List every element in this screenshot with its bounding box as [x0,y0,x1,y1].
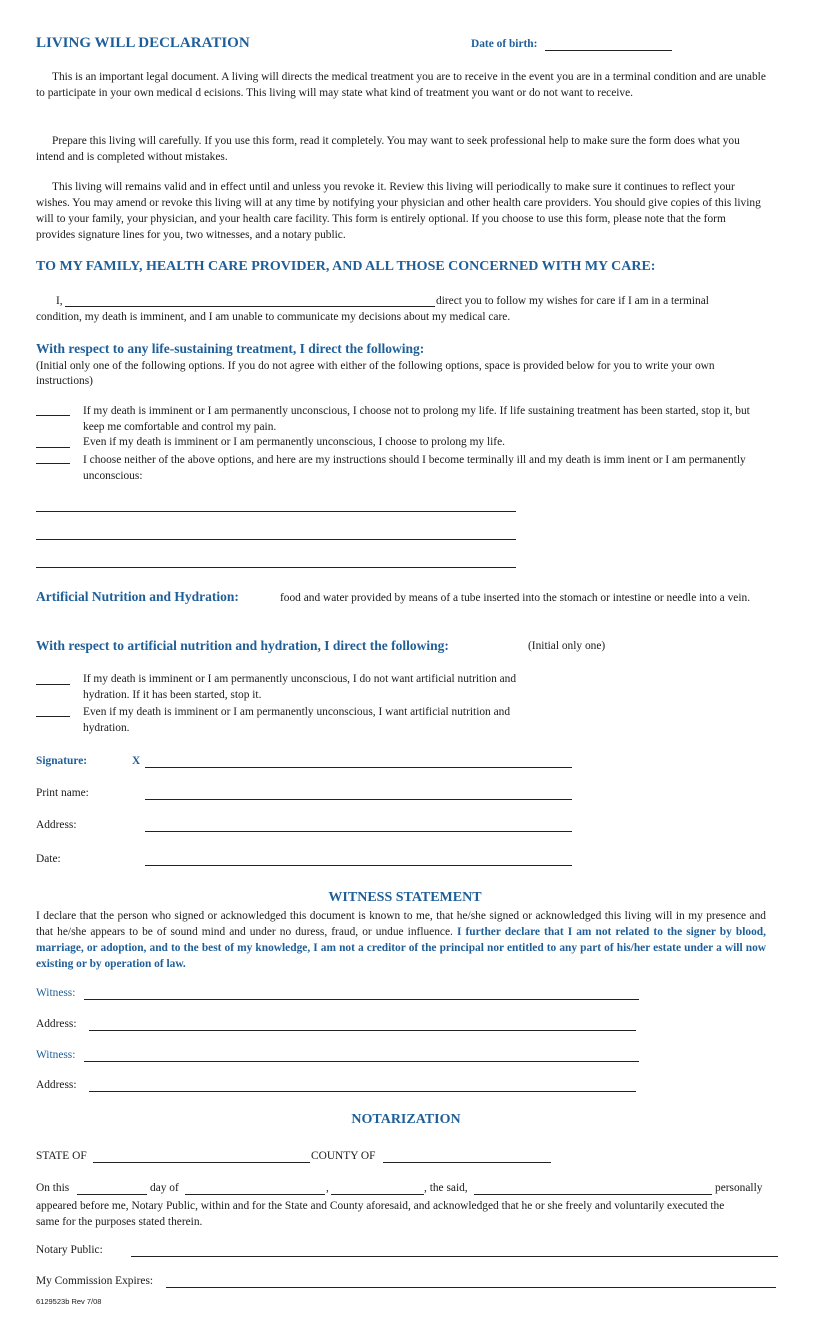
initial-field-nutrition-1[interactable] [36,684,70,685]
initial-field-nutrition-2[interactable] [36,716,70,717]
notary-public-field[interactable] [131,1256,778,1257]
witness-1-label: Witness: [36,987,76,999]
intro-paragraph-2: Prepare this living will carefully. If you use this form, read it completely. You may want to seek professional help to make sure the form does what you intend and is completed without mistakes. [36,135,740,163]
dob-field[interactable] [545,50,672,51]
day-of-label: day of [150,1182,179,1194]
notarization-heading: NOTARIZATION [351,1112,461,1127]
the-said-label: , the said, [424,1182,468,1194]
life-option-2: Even if my death is imminent or I am permanently unconscious, I choose to prolong my life. [83,436,505,448]
life-sustaining-note: (Initial only one of the following options. If you do not agree with either of the following options, space is provided below for you to write your own instructions) [36,360,715,387]
initial-field-option-2[interactable] [36,447,70,448]
nutrition-definition: food and water provided by means of a tube inserted into the stomach or intestine or needle into a vein. [280,592,751,604]
on-this-label: On this [36,1182,70,1194]
the-said-name-field[interactable] [474,1194,712,1195]
intro-paragraph-1: This is an important legal document. A living will directs the medical treatment you are to receive in the event you are in a terminal condition and are unable to participate in your own medical d ecisions. This living will may state what kind of treatment you want or do not want to receive. [36,71,766,99]
intro-paragraph-3: This living will remains valid and in effect until and unless you revoke it. Review this living will periodically to make sure it continues to reflect your wishes. You may amend or revoke this living will at any time by notifying your physician and other health care providers. You should give copies of this living will to your family, your physician, and your health care facility. This form is entirely optional. If you choose to use this form, please note that the form provides signature lines for you, two witnesses, and a notary public. [36,181,761,241]
document-title: LIVING WILL DECLARATION [36,35,250,51]
initial-field-option-1[interactable] [36,415,70,416]
month-field[interactable] [185,1194,325,1195]
commission-expires-field[interactable] [166,1287,776,1288]
personally-label: personally [715,1182,763,1194]
county-label: COUNTY OF [311,1150,376,1162]
witness-2-label: Witness: [36,1049,76,1061]
direct-text-2: condition, my death is imminent, and I am unable to communicate my decisions about my medical care. [36,311,511,323]
witness-statement-bold: I further declare that I am not related to the signer by blood, marriage, or adoption, and to the best of my knowledge, I am not a creditor of the principal nor entitled to any part of his/her estate under a will now existing or by operation of law. [36,926,766,970]
i-label: I, [56,295,63,307]
witness-2-address-label: Address: [36,1079,77,1091]
date-label: Date: [36,853,61,865]
notary-public-label: Notary Public: [36,1244,103,1256]
commission-expires-label: My Commission Expires: [36,1275,154,1287]
witness-1-address-label: Address: [36,1018,77,1030]
witness-1-address-field[interactable] [89,1030,636,1031]
date-field[interactable] [145,865,572,866]
nutrition-heading: Artificial Nutrition and Hydration: [36,589,239,604]
witness-1-field[interactable] [84,999,639,1000]
life-sustaining-heading: With respect to any life-sustaining treatment, I direct the following: [36,341,425,356]
county-field[interactable] [383,1162,551,1163]
print-name-field[interactable] [145,799,572,800]
witness-2-address-field[interactable] [89,1091,636,1092]
instructions-line-2[interactable] [36,539,516,540]
day-field[interactable] [77,1194,147,1195]
signature-field[interactable] [145,767,572,768]
signature-label: Signature: [36,755,88,767]
instructions-line-3[interactable] [36,567,516,568]
address-field[interactable] [145,831,572,832]
to-family-heading: TO MY FAMILY, HEALTH CARE PROVIDER, AND ALL THOSE CONCERNED WITH MY CARE: [36,259,656,274]
year-field[interactable] [331,1194,424,1195]
signature-x-mark: X [132,755,141,767]
initial-field-option-3[interactable] [36,463,70,464]
dob-label: Date of birth: [471,38,538,50]
direct-text-1: direct you to follow my wishes for care if I am in a terminal [436,295,709,307]
address-label: Address: [36,819,77,831]
life-option-3: I choose neither of the above options, and here are my instructions should I become terminally ill and my death is imm inent or I am permanently unconscious: [83,454,746,482]
state-label: STATE OF [36,1150,87,1162]
comma-separator: , [326,1182,329,1194]
form-id: 6129523b Rev 7/08 [36,1297,102,1306]
state-field[interactable] [93,1162,310,1163]
nutrition-option-1: If my death is imminent or I am permanently unconscious, I do not want artificial nutrition and hydration. If it has been started, stop it. [83,673,517,701]
print-name-label: Print name: [36,787,89,799]
nutrition-option-2: Even if my death is imminent or I am permanently unconscious, I want artificial nutrition and hydration. [83,706,511,734]
instructions-line-1[interactable] [36,511,516,512]
notary-appeared-text: appeared before me, Notary Public, within and for the State and County aforesaid, and acknowledged that he or she freely and voluntarily executed the same for the purposes stated therein. [36,1200,725,1228]
declarant-name-field[interactable] [65,306,435,307]
witness-statement-plain: I declare that the person who signed or acknowledged this document is known to me, that he/she signed or acknowledged this living will in my presence and that he/she appears to be of sound mind and under no duress, fraud, or undue influence. [36,910,766,938]
life-option-1: If my death is imminent or I am permanently unconscious, I choose not to prolong my life. If life sustaining treatment has been started, stop it, but keep me comfortable and control my pain. [83,405,750,433]
witness-statement [36,908,766,972]
nutrition-direct-heading: With respect to artificial nutrition and hydration, I direct the following: [36,638,449,653]
witness-heading: WITNESS STATEMENT [328,890,482,905]
initial-only-one-note: (Initial only one) [528,640,606,652]
witness-2-field[interactable] [84,1061,639,1062]
